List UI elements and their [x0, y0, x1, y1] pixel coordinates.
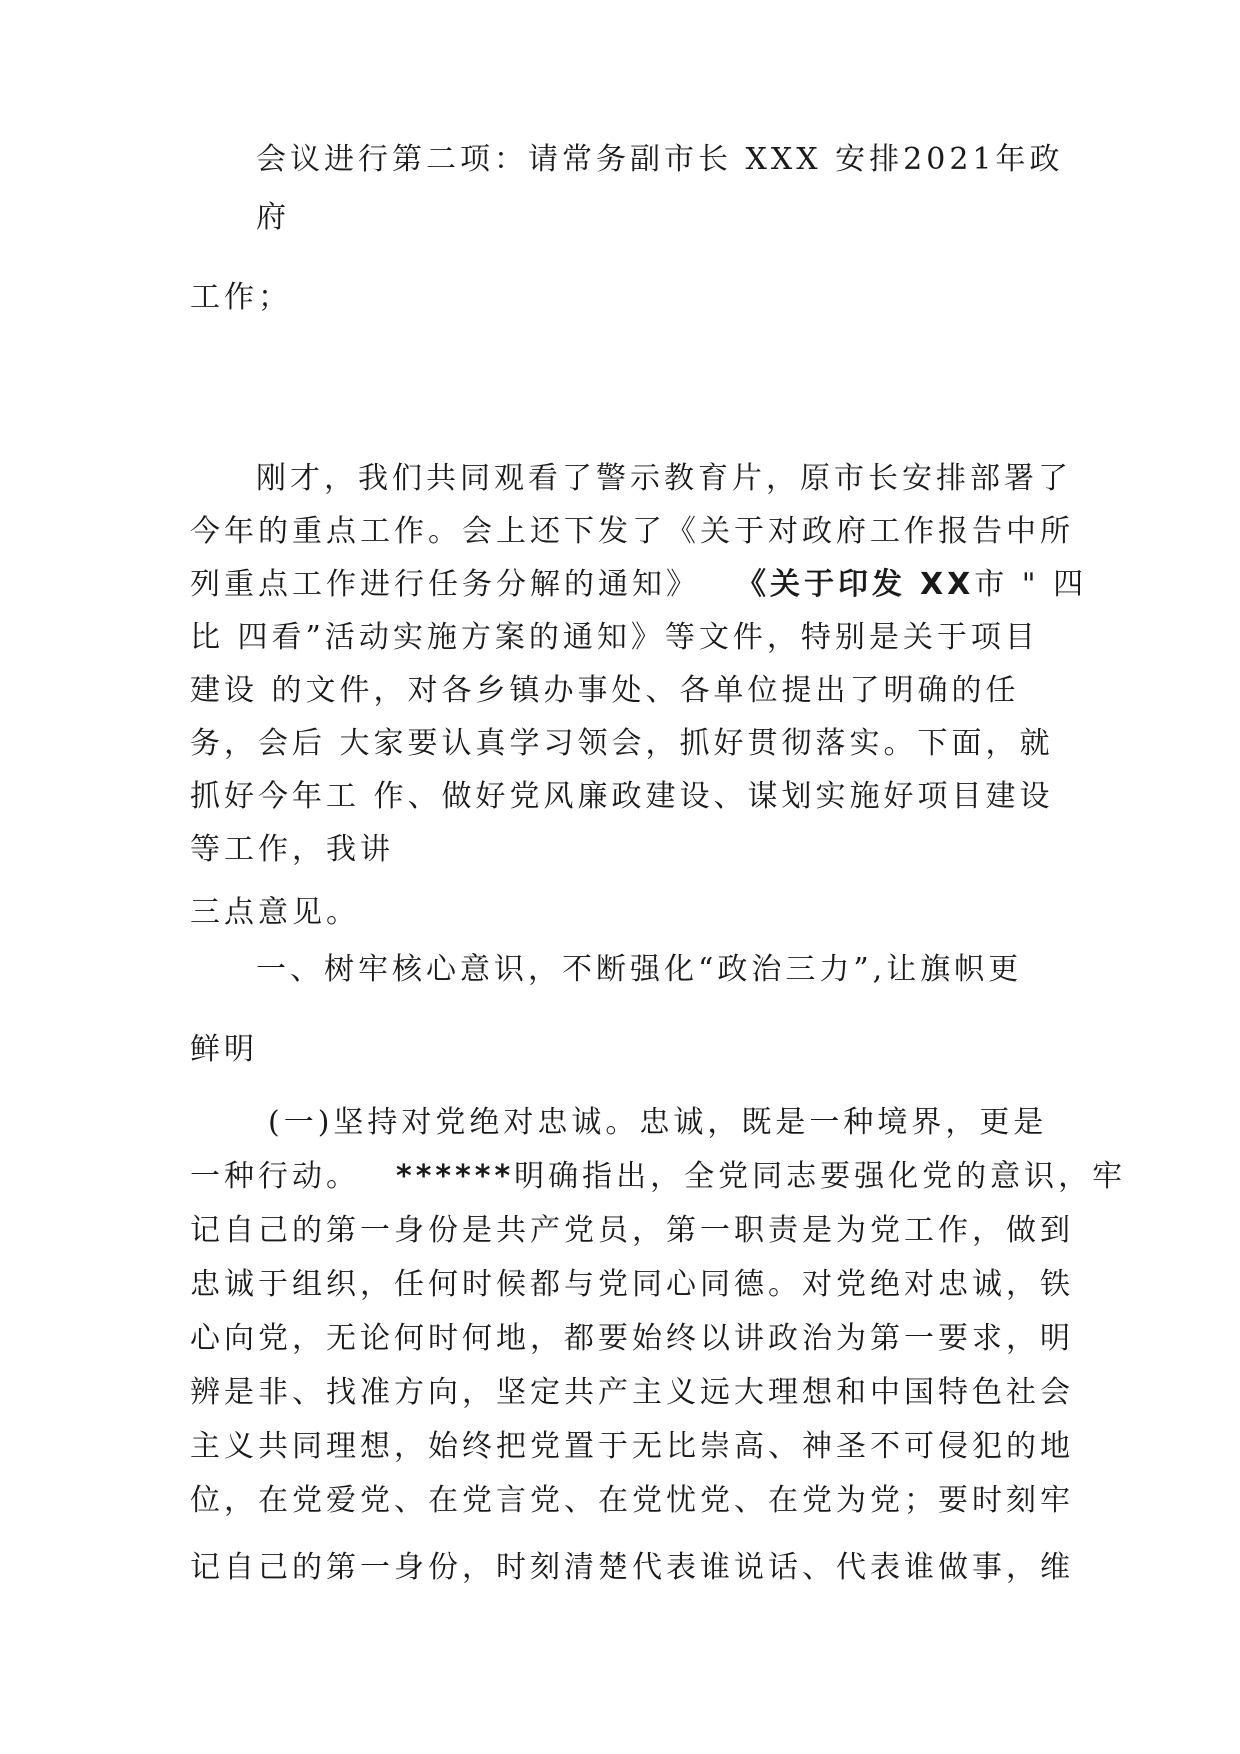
- para3-line5: 心向党，无论何时何地，都要始终以讲政治为第一要求，明: [190, 1321, 1074, 1356]
- para3-line8: 位，在党爱党、在党言党、在党忧党、在党为党；要时刻牢: [190, 1483, 1074, 1518]
- para3-line7: 主义共同理想，始终把党置于无比崇高、神圣不可侵犯的地: [190, 1429, 1074, 1464]
- heading1-line1: 一、树牢核心意识，不断强化“政治三力”,让旗帜更: [256, 952, 1023, 987]
- para3-line6: 辨是非、找准方向，坚定共产主义远大理想和中国特色社会: [190, 1375, 1074, 1410]
- para1-line1: 会议进行第二项：请常务副市长 XXX 安排2021年政: [256, 142, 1064, 177]
- para2-line8: 等工作，我讲: [190, 832, 394, 867]
- para2-line6: 务，会后 大家要认真学习领会，抓好贯彻落实。下面，就: [190, 726, 1054, 761]
- para2-line9: 三点意见。: [190, 895, 360, 930]
- para3-line2-text: 一种行动。: [190, 1159, 360, 1194]
- para2-line1: 刚才，我们共同观看了警示教育片，原市长安排部署了: [256, 461, 1072, 496]
- para2-line5: 建设 的文件，对各乡镇办事处、各单位提出了明确的任: [190, 673, 1020, 708]
- heading1-line2: 鲜明: [190, 1032, 258, 1067]
- para3-line4: 忠诚于组织，任何时候都与党同心同德。对党绝对忠诚，铁: [190, 1267, 1074, 1302]
- para3-line1: (一)坚持对党绝对忠诚。忠诚，既是一种境界，更是: [268, 1105, 1048, 1140]
- para2-line7: 抓好今年工 作、做好党风廉政建设、谋划实施好项目建设: [190, 779, 1054, 814]
- para3-line3: 记自己的第一身份是共产党员，第一职责是为党工作，做到: [190, 1213, 1074, 1248]
- para3-line2-tail: 明确指出，全党同志要强化党的意识，牢: [514, 1159, 1127, 1194]
- para2-line3-text: 列重点工作进行任务分解的通知》: [190, 567, 700, 602]
- para3-line9: 记自己的第一身份，时刻清楚代表谁说话、代表谁做事，维: [190, 1550, 1074, 1585]
- para3-line2: [190, 1157, 1127, 1197]
- para1-line2: 府: [256, 200, 290, 235]
- city-placeholder-bold: XX: [920, 567, 975, 602]
- para2-line2: 今年的重点工作。会上还下发了《关于对政府工作报告中所: [190, 514, 1074, 549]
- redacted-name-bold: ******: [396, 1159, 515, 1194]
- para1-line3: 工作；: [190, 280, 292, 315]
- para2-line3-tail: 市 " 四: [974, 567, 1088, 602]
- para2-line3: [190, 565, 1088, 605]
- document-title-bold: 《关于印发: [736, 567, 906, 602]
- para2-line4: 比 四看”活动实施方案的通知》等文件，特别是关于项目: [190, 620, 1039, 655]
